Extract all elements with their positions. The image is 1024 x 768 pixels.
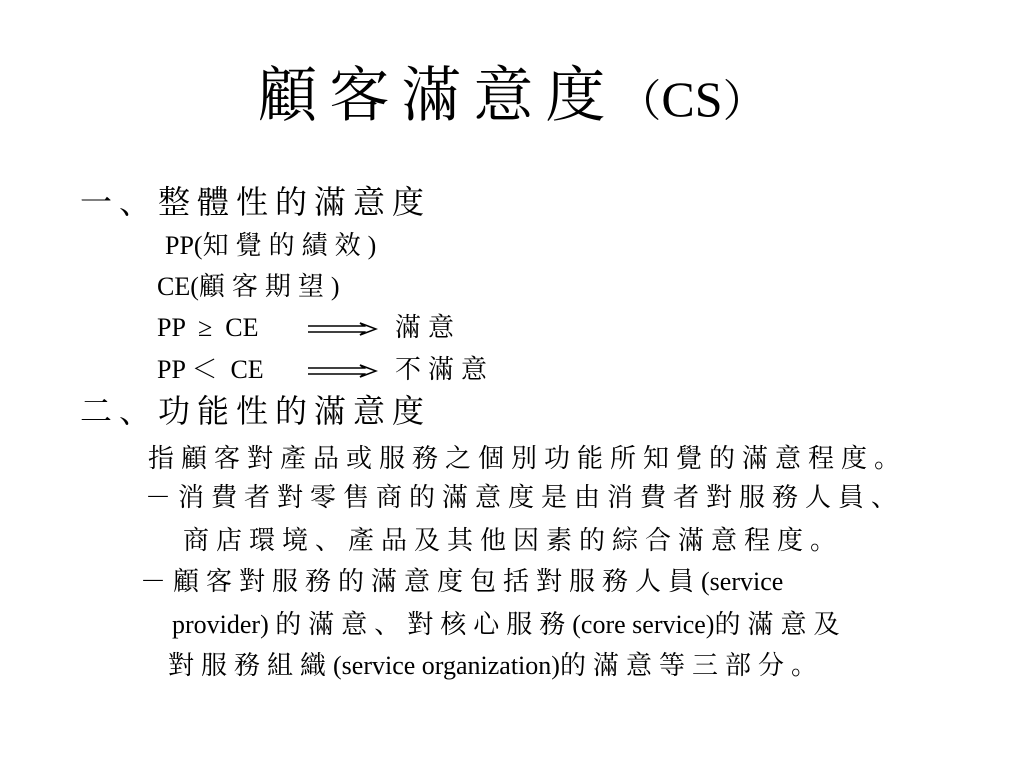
bullet2-line1 (140, 566, 783, 597)
pp-desc: 知覺的績效 (202, 231, 368, 260)
ce-definition (157, 271, 340, 302)
title-main: 顧客滿意度 (257, 63, 618, 129)
bullet1-line2-text: 商店環境、產品及其他因素的綜合滿意程度。 (183, 526, 844, 555)
bullet2-line2-lat1: provider) (172, 610, 276, 639)
bullet2-line2-cjk1: 的滿意、對核心服務 (275, 610, 573, 639)
ge-result (395, 312, 461, 343)
section2-heading-text: 二、功能性的滿意度 (80, 393, 432, 429)
bullet1-line2 (183, 525, 843, 556)
bullet2-line2 (172, 609, 846, 640)
title-paren-close: ） (722, 77, 767, 126)
bullet2-line2-cjk2: 的滿意及 (714, 610, 847, 639)
section2-definition (148, 443, 907, 474)
section1-heading (80, 183, 431, 221)
ce-abbr: CE( (157, 272, 199, 301)
lt-result-text: 不滿意 (395, 355, 495, 384)
lt-expression-text: PP ＜ CE (157, 355, 264, 384)
section1-heading-text: 一、整體性的滿意度 (80, 184, 432, 220)
pp-definition (165, 230, 376, 261)
bullet1-line1 (145, 482, 904, 513)
lt-expression (157, 354, 264, 385)
section2-definition-text: 指顧客對產品或服務之個別功能所知覺的滿意程度。 (148, 444, 908, 473)
bullet2-line1-lat: (service (701, 567, 784, 596)
title-abbr: CS (661, 71, 723, 127)
bullet2-line3-cjk1: 對服務組織 (168, 651, 334, 680)
bullet2-line2-lat2: (core service) (572, 610, 715, 639)
implies-arrow-icon (308, 364, 378, 378)
implies-arrow-icon (308, 322, 378, 336)
section2-heading (80, 392, 431, 430)
title-paren-open: （ (617, 77, 662, 126)
ce-desc: 顧客期望 (198, 272, 331, 301)
ge-expression (157, 312, 258, 343)
slide-title (0, 60, 1024, 132)
ce-close: ) (330, 272, 340, 301)
bullet2-line3-cjk2: 的滿意等三部分。 (559, 651, 824, 680)
ge-expression-text: PP ≥ CE (157, 313, 259, 342)
lt-result (395, 354, 494, 385)
pp-abbr: PP( (165, 231, 203, 260)
bullet1-line1-text: －消費者對零售商的滿意度是由消費者對服務人員、 (145, 483, 905, 512)
ge-result-text: 滿意 (395, 313, 462, 342)
bullet2-line1-cjk: －顧客對服務的滿意度包括對服務人員 (140, 567, 702, 596)
pp-close: ) (367, 231, 377, 260)
bullet2-line3 (168, 650, 824, 681)
bullet2-line3-lat: (service organization) (333, 651, 560, 680)
